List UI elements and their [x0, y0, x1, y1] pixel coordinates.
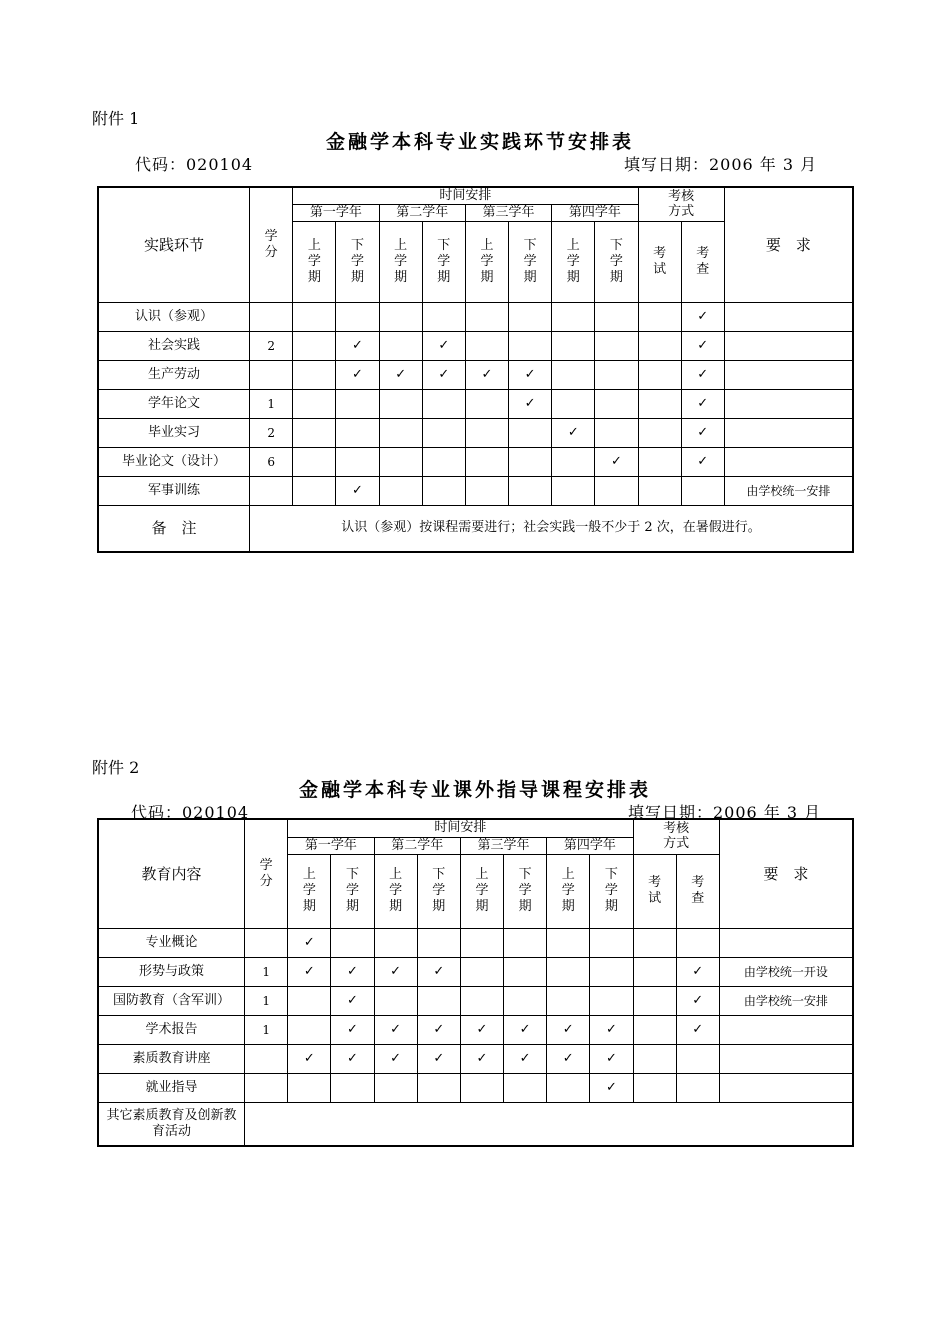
check-mark-cell — [552, 303, 595, 332]
requirement-cell: 由学校统一安排 — [724, 477, 853, 506]
exam-cell — [638, 419, 681, 448]
check-mark-cell — [590, 928, 633, 957]
exam-cell — [638, 361, 681, 390]
check-mark-cell: ✓ — [331, 986, 374, 1015]
practice-schedule-table — [97, 186, 854, 553]
check-mark-cell: ✓ — [595, 448, 638, 477]
check-mark-cell — [504, 1073, 547, 1102]
check-mark-cell — [465, 419, 508, 448]
check-mark-cell — [379, 419, 422, 448]
header-credit: 学分 — [245, 819, 288, 928]
row-credit: 6 — [250, 448, 293, 477]
check-mark-cell — [460, 928, 503, 957]
check-mark-cell: ✓ — [465, 361, 508, 390]
requirement-cell — [724, 448, 853, 477]
table-row — [98, 419, 853, 448]
row-name: 军事训练 — [98, 477, 250, 506]
exam-cell — [638, 390, 681, 419]
check-mark-cell: ✓ — [417, 1044, 460, 1073]
exam-cell — [638, 332, 681, 361]
last-row-label: 其它素质教育及创新教育活动 — [98, 1102, 245, 1146]
header-time: 时间安排 — [288, 819, 633, 837]
check-mark-cell — [379, 477, 422, 506]
check-mark-cell — [504, 928, 547, 957]
exam-cell — [638, 448, 681, 477]
row-name: 国防教育（含军训） — [98, 986, 245, 1015]
check-mark-cell: ✓ — [374, 1044, 417, 1073]
header-assess: 考核方式 — [633, 819, 719, 854]
row-name: 形势与政策 — [98, 957, 245, 986]
check-mark-cell — [460, 1073, 503, 1102]
check-mark-cell — [293, 332, 336, 361]
check-mark-cell — [465, 390, 508, 419]
check-mark-cell: ✓ — [460, 1015, 503, 1044]
check-mark-cell — [465, 477, 508, 506]
table-row — [98, 303, 853, 332]
check-mark-cell: ✓ — [504, 1044, 547, 1073]
header-sem-up: 上学期 — [288, 854, 331, 928]
header-sem-up: 上学期 — [465, 222, 508, 303]
check-mark-cell: ✓ — [422, 332, 465, 361]
code-2: 代码：020104 — [131, 803, 250, 822]
attachment-label-1: 附件 1 — [92, 109, 140, 128]
header-sem-down: 下学期 — [590, 854, 633, 928]
check-cell — [681, 477, 724, 506]
requirement-cell: 由学校统一安排 — [719, 986, 853, 1015]
page-title-2: 金融学本科专业课外指导课程安排表 — [298, 779, 651, 801]
table-row — [98, 1044, 853, 1073]
check-cell — [676, 928, 719, 957]
exam-cell — [638, 303, 681, 332]
exam-cell — [633, 1044, 676, 1073]
check-mark-cell — [547, 1073, 590, 1102]
check-mark-cell — [509, 303, 552, 332]
table-row — [98, 361, 853, 390]
requirement-cell: 由学校统一开设 — [719, 957, 853, 986]
table-row — [98, 477, 853, 506]
row-credit: 2 — [250, 332, 293, 361]
check-mark-cell — [509, 448, 552, 477]
check-mark-cell — [552, 448, 595, 477]
check-mark-cell: ✓ — [422, 361, 465, 390]
check-mark-cell: ✓ — [336, 477, 379, 506]
header-year-3: 第三学年 — [460, 837, 546, 854]
header-year-2: 第二学年 — [374, 837, 460, 854]
table-row — [98, 986, 853, 1015]
table-row — [98, 928, 853, 957]
row-credit — [250, 303, 293, 332]
check-mark-cell — [595, 390, 638, 419]
header-sem-up: 上学期 — [547, 854, 590, 928]
check-mark-cell — [417, 1073, 460, 1102]
row-credit: 1 — [245, 1015, 288, 1044]
row-credit — [245, 928, 288, 957]
check-mark-cell — [590, 986, 633, 1015]
exam-cell — [633, 986, 676, 1015]
header-exam: 考试 — [633, 854, 676, 928]
header-req: 要 求 — [719, 819, 853, 928]
check-mark-cell — [504, 957, 547, 986]
check-mark-cell — [293, 448, 336, 477]
header-sem-down: 下学期 — [336, 222, 379, 303]
row-credit — [245, 1073, 288, 1102]
header-sem-down: 下学期 — [331, 854, 374, 928]
check-mark-cell: ✓ — [504, 1015, 547, 1044]
header-time: 时间安排 — [293, 187, 638, 205]
check-mark-cell — [288, 986, 331, 1015]
check-mark-cell — [422, 448, 465, 477]
check-mark-cell: ✓ — [417, 957, 460, 986]
check-mark-cell — [422, 419, 465, 448]
check-cell: ✓ — [681, 419, 724, 448]
table-row — [98, 390, 853, 419]
check-mark-cell: ✓ — [331, 1044, 374, 1073]
check-mark-cell — [422, 303, 465, 332]
check-mark-cell — [509, 332, 552, 361]
check-mark-cell — [595, 303, 638, 332]
check-mark-cell — [422, 477, 465, 506]
header-assess: 考核方式 — [638, 187, 724, 222]
check-mark-cell: ✓ — [417, 1015, 460, 1044]
header-sem-up: 上学期 — [379, 222, 422, 303]
check-mark-cell: ✓ — [336, 361, 379, 390]
header-year-4: 第四学年 — [547, 837, 633, 854]
check-mark-cell — [422, 390, 465, 419]
check-mark-cell — [547, 957, 590, 986]
row-name: 学年论文 — [98, 390, 250, 419]
check-cell — [676, 1044, 719, 1073]
page-title-1: 金融学本科专业实践环节安排表 — [325, 131, 634, 153]
check-mark-cell — [547, 986, 590, 1015]
remark-label: 备 注 — [98, 506, 250, 552]
check-mark-cell: ✓ — [288, 1044, 331, 1073]
requirement-cell — [724, 361, 853, 390]
row-name: 就业指导 — [98, 1073, 245, 1102]
check-mark-cell — [336, 390, 379, 419]
header-sem-down: 下学期 — [422, 222, 465, 303]
check-mark-cell: ✓ — [336, 332, 379, 361]
fill-date-2: 填写日期：2006 年 3 月 — [628, 803, 822, 822]
table-row — [98, 1015, 853, 1044]
requirement-cell — [724, 303, 853, 332]
header-year-1: 第一学年 — [293, 205, 379, 222]
header-check: 考查 — [681, 222, 724, 303]
row-name: 生产劳动 — [98, 361, 250, 390]
check-cell: ✓ — [681, 448, 724, 477]
check-mark-cell — [509, 477, 552, 506]
check-mark-cell — [288, 1073, 331, 1102]
exam-cell — [633, 1015, 676, 1044]
check-mark-cell — [595, 361, 638, 390]
check-mark-cell — [331, 1073, 374, 1102]
check-mark-cell — [331, 928, 374, 957]
check-mark-cell — [504, 986, 547, 1015]
check-cell: ✓ — [681, 361, 724, 390]
row-name: 学术报告 — [98, 1015, 245, 1044]
check-mark-cell — [552, 332, 595, 361]
check-mark-cell — [336, 448, 379, 477]
header-year-2: 第二学年 — [379, 205, 465, 222]
header-sem-up: 上学期 — [293, 222, 336, 303]
check-mark-cell: ✓ — [509, 390, 552, 419]
check-mark-cell — [595, 477, 638, 506]
header-year-4: 第四学年 — [552, 205, 638, 222]
check-mark-cell — [336, 303, 379, 332]
check-mark-cell: ✓ — [288, 957, 331, 986]
check-cell — [676, 1073, 719, 1102]
check-mark-cell — [374, 1073, 417, 1102]
check-mark-cell: ✓ — [547, 1015, 590, 1044]
header-sem-down: 下学期 — [509, 222, 552, 303]
check-mark-cell — [552, 361, 595, 390]
check-mark-cell — [460, 957, 503, 986]
requirement-cell — [719, 928, 853, 957]
header-sem-up: 上学期 — [552, 222, 595, 303]
requirement-cell — [724, 419, 853, 448]
check-mark-cell: ✓ — [547, 1044, 590, 1073]
check-cell: ✓ — [676, 1015, 719, 1044]
check-mark-cell — [374, 928, 417, 957]
check-cell: ✓ — [676, 957, 719, 986]
requirement-cell — [719, 1044, 853, 1073]
check-mark-cell: ✓ — [331, 957, 374, 986]
check-mark-cell — [293, 477, 336, 506]
header-sem-down: 下学期 — [417, 854, 460, 928]
row-name: 专业概论 — [98, 928, 245, 957]
exam-cell — [633, 928, 676, 957]
check-mark-cell — [293, 419, 336, 448]
requirement-cell — [724, 332, 853, 361]
check-cell: ✓ — [681, 303, 724, 332]
check-mark-cell: ✓ — [460, 1044, 503, 1073]
check-mark-cell — [547, 928, 590, 957]
check-mark-cell — [460, 986, 503, 1015]
table-row — [98, 448, 853, 477]
check-mark-cell — [379, 332, 422, 361]
check-mark-cell — [288, 1015, 331, 1044]
row-credit: 2 — [250, 419, 293, 448]
table-row — [98, 332, 853, 361]
header-item: 实践环节 — [98, 187, 250, 303]
check-mark-cell — [379, 303, 422, 332]
check-mark-cell — [595, 332, 638, 361]
code-1: 代码：020104 — [135, 155, 254, 174]
fill-date-1: 填写日期：2006 年 3 月 — [624, 155, 818, 174]
check-mark-cell — [293, 390, 336, 419]
check-cell: ✓ — [676, 986, 719, 1015]
header-exam: 考试 — [638, 222, 681, 303]
check-mark-cell — [336, 419, 379, 448]
header-year-1: 第一学年 — [288, 837, 374, 854]
row-credit — [250, 477, 293, 506]
check-mark-cell — [552, 477, 595, 506]
row-name: 社会实践 — [98, 332, 250, 361]
row-name: 毕业实习 — [98, 419, 250, 448]
check-mark-cell: ✓ — [374, 957, 417, 986]
requirement-cell — [724, 390, 853, 419]
check-mark-cell: ✓ — [552, 419, 595, 448]
header-req: 要 求 — [724, 187, 853, 303]
check-mark-cell — [293, 303, 336, 332]
row-credit — [250, 361, 293, 390]
header-check: 考查 — [676, 854, 719, 928]
requirement-cell — [719, 1073, 853, 1102]
table-row — [98, 957, 853, 986]
check-mark-cell — [417, 986, 460, 1015]
header-sem-up: 上学期 — [460, 854, 503, 928]
check-mark-cell — [595, 419, 638, 448]
check-mark-cell — [379, 448, 422, 477]
check-mark-cell — [379, 390, 422, 419]
remark-text: 认识（参观）按课程需要进行；社会实践一般不少于 2 次，在暑假进行。 — [250, 506, 853, 552]
check-mark-cell — [590, 957, 633, 986]
check-mark-cell: ✓ — [509, 361, 552, 390]
header-sem-up: 上学期 — [374, 854, 417, 928]
row-name: 认识（参观） — [98, 303, 250, 332]
check-mark-cell — [552, 390, 595, 419]
header-year-3: 第三学年 — [465, 205, 551, 222]
row-name: 素质教育讲座 — [98, 1044, 245, 1073]
check-mark-cell: ✓ — [590, 1015, 633, 1044]
check-mark-cell — [465, 303, 508, 332]
row-credit — [245, 1044, 288, 1073]
guidance-course-table — [97, 818, 854, 1147]
check-mark-cell — [465, 448, 508, 477]
check-mark-cell: ✓ — [288, 928, 331, 957]
header-credit: 学分 — [250, 187, 293, 303]
row-credit: 1 — [245, 957, 288, 986]
check-mark-cell — [417, 928, 460, 957]
header-item: 教育内容 — [98, 819, 245, 928]
check-mark-cell — [293, 361, 336, 390]
attachment-label-2: 附件 2 — [92, 758, 140, 777]
exam-cell — [633, 1073, 676, 1102]
check-mark-cell: ✓ — [331, 1015, 374, 1044]
row-credit: 1 — [245, 986, 288, 1015]
check-mark-cell: ✓ — [590, 1073, 633, 1102]
row-credit: 1 — [250, 390, 293, 419]
check-mark-cell: ✓ — [590, 1044, 633, 1073]
requirement-cell — [719, 1015, 853, 1044]
check-mark-cell: ✓ — [374, 1015, 417, 1044]
table-row — [98, 1073, 853, 1102]
check-mark-cell — [374, 986, 417, 1015]
check-mark-cell — [465, 332, 508, 361]
row-name: 毕业论文（设计） — [98, 448, 250, 477]
header-sem-down: 下学期 — [595, 222, 638, 303]
exam-cell — [638, 477, 681, 506]
check-mark-cell — [509, 419, 552, 448]
check-cell: ✓ — [681, 332, 724, 361]
check-cell: ✓ — [681, 390, 724, 419]
exam-cell — [633, 957, 676, 986]
check-mark-cell: ✓ — [379, 361, 422, 390]
header-sem-down: 下学期 — [504, 854, 547, 928]
last-row-empty — [245, 1102, 853, 1146]
